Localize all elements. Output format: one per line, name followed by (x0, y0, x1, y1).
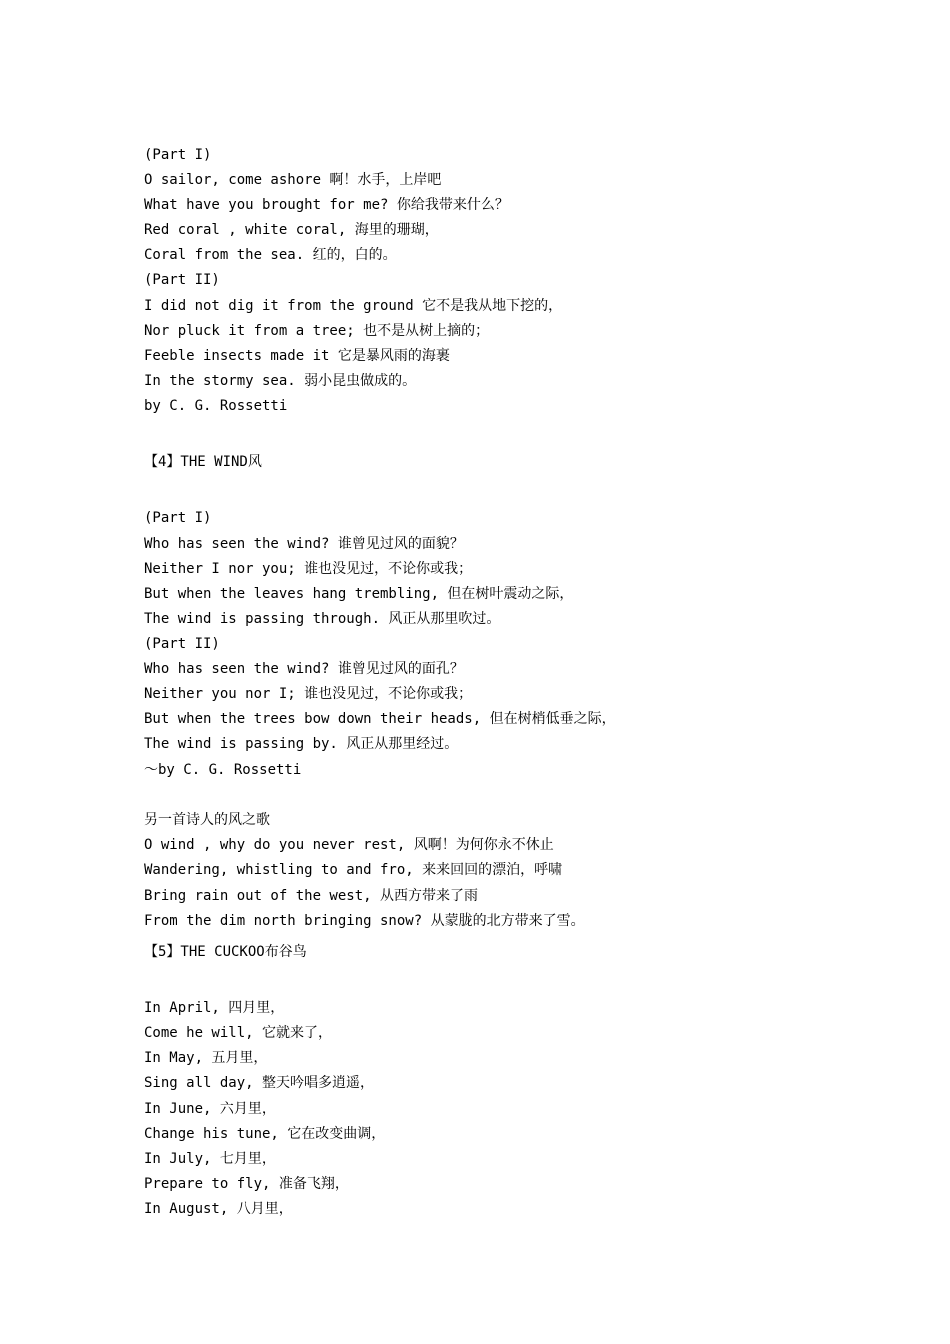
wind-line-4: The wind is passing through. 风正从那里吹过。 (144, 611, 501, 627)
coral-line-4: Coral from the sea. 红的，白的。 (144, 247, 397, 263)
cuckoo-line-2: Come he will, 它就来了， (144, 1025, 333, 1041)
coral-author: by C. G. Rossetti (144, 398, 288, 414)
wind-line-2: Neither I nor you; 谁也没见过，不论你或我； (144, 561, 473, 577)
cuckoo-line-9: In August, 八月里， (144, 1201, 293, 1217)
coral-line-2: What have you brought for me? 你给我带来什么？ (144, 197, 509, 213)
wind-line-7: But when the trees bow down their heads, 但在树梢低垂之际， (144, 711, 616, 727)
cuckoo-line-4: Sing all day, 整天吟唱多逍遥， (144, 1075, 375, 1091)
another-wind-line-3: Bring rain out of the west, 从西方带来了雨 (144, 888, 479, 904)
wind-line-6: Neither you nor I; 谁也没见过，不论你或我； (144, 686, 473, 702)
cuckoo-line-6: Change his tune, 它在改变曲调， (144, 1126, 386, 1142)
coral-line-7: Feeble insects made it 它是暴风雨的海裹 (144, 348, 450, 364)
cuckoo-line-1: In April, 四月里， (144, 1000, 285, 1016)
wind-heading: 【4】THE WIND风 (144, 454, 262, 470)
coral-line-6: Nor pluck it from a tree; 也不是从树上摘的； (144, 323, 490, 339)
coral-line-3: Red coral , white coral, 海里的珊瑚， (144, 222, 439, 238)
wind-line-1: Who has seen the wind? 谁曾见过风的面貌？ (144, 536, 464, 552)
wind-part1-label: (Part I) (144, 510, 212, 526)
wind-line-8: The wind is passing by. 风正从那里经过。 (144, 736, 459, 752)
coral-line-5: I did not dig it from the ground 它不是我从地下挖的， (144, 298, 563, 314)
another-wind-line-4: From the dim north bringing snow? 从蒙胧的北方带来了雪。 (144, 913, 585, 929)
coral-part1-label: (Part I) (144, 147, 212, 163)
another-wind-line-2: Wandering, whistling to and fro, 来来回回的漂泊，呼啸 (144, 862, 563, 878)
cuckoo-line-3: In May, 五月里， (144, 1050, 268, 1066)
coral-part2-label: (Part II) (144, 272, 220, 288)
wind-author: ～by C. G. Rossetti (144, 762, 302, 778)
coral-line-1: O sailor, come ashore 啊！水手，上岸吧 (144, 172, 442, 188)
coral-line-8: In the stormy sea. 弱小昆虫做成的。 (144, 373, 417, 389)
cuckoo-line-7: In July, 七月里， (144, 1151, 276, 1167)
cuckoo-heading: 【5】THE CUCKOO布谷鸟 (144, 944, 307, 960)
another-wind-line-1: O wind , why do you never rest, 风啊！为何你永不休止 (144, 837, 554, 853)
wind-line-5: Who has seen the wind? 谁曾见过风的面孔？ (144, 661, 464, 677)
wind-line-3: But when the leaves hang trembling, 但在树叶震动之际， (144, 586, 574, 602)
cuckoo-line-8: Prepare to fly, 准备飞翔， (144, 1176, 349, 1192)
wind-part2-label: (Part II) (144, 636, 220, 652)
cuckoo-line-5: In June, 六月里， (144, 1101, 276, 1117)
another-wind-title: 另一首诗人的风之歌 (144, 812, 270, 828)
